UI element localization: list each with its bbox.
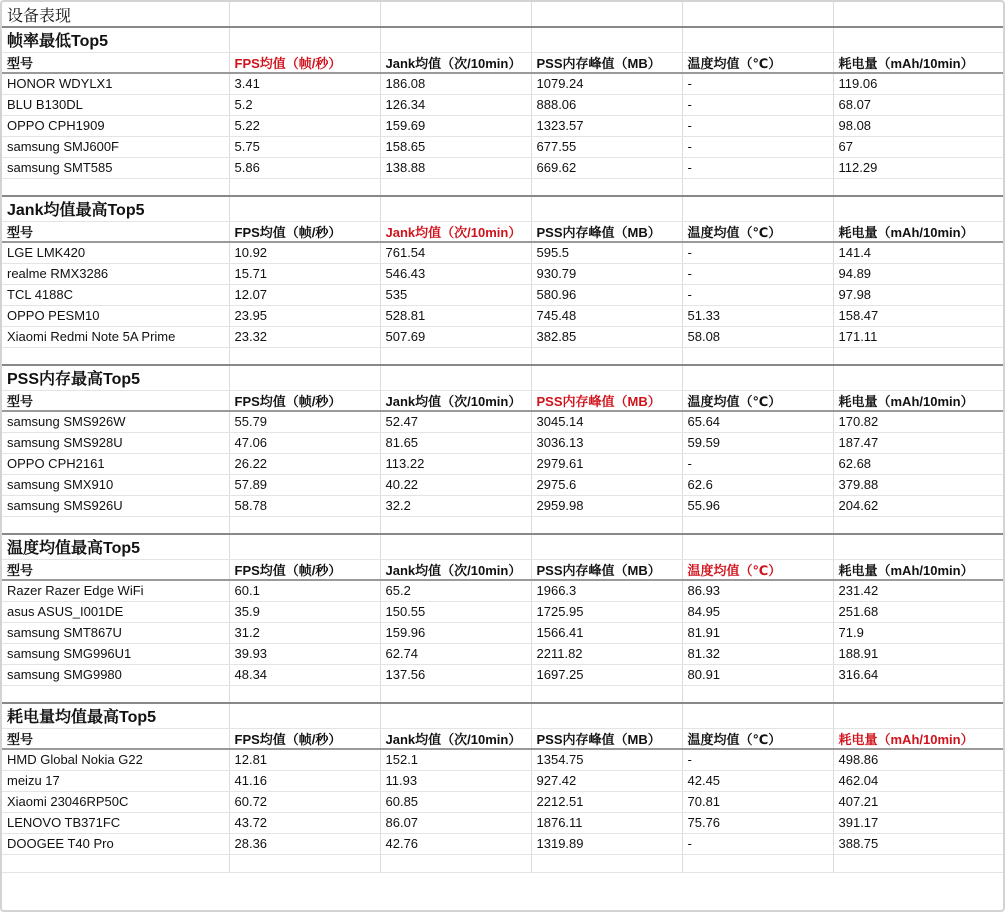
column-header[interactable]: 型号: [2, 52, 229, 73]
cell[interactable]: [682, 196, 833, 221]
device-model-cell[interactable]: OPPO CPH1909: [2, 115, 229, 136]
cell[interactable]: [2, 516, 229, 534]
column-header[interactable]: Jank均值（次/10min）: [380, 559, 531, 580]
device-model-cell[interactable]: samsung SMT585: [2, 157, 229, 178]
metric-cell[interactable]: 204.62: [833, 495, 1003, 516]
column-header-row: [2, 559, 1003, 580]
cell[interactable]: [833, 27, 1003, 52]
metric-cell[interactable]: 60.72: [229, 791, 380, 812]
device-model-cell[interactable]: LENOVO TB371FC: [2, 812, 229, 833]
metric-cell[interactable]: 35.9: [229, 601, 380, 622]
metric-cell[interactable]: 186.08: [380, 73, 531, 94]
metric-cell[interactable]: 1697.25: [531, 664, 682, 685]
metric-cell[interactable]: 94.89: [833, 263, 1003, 284]
empty-row: [2, 178, 1003, 196]
table-row: [2, 474, 1003, 495]
metric-cell[interactable]: 52.47: [380, 411, 531, 432]
cell[interactable]: [380, 178, 531, 196]
metric-cell[interactable]: 316.64: [833, 664, 1003, 685]
metric-cell[interactable]: 391.17: [833, 812, 1003, 833]
metric-cell[interactable]: 98.08: [833, 115, 1003, 136]
metric-cell[interactable]: 113.22: [380, 453, 531, 474]
metric-cell[interactable]: 70.81: [682, 791, 833, 812]
cell[interactable]: [531, 178, 682, 196]
cell[interactable]: [380, 685, 531, 703]
column-header-row: [2, 390, 1003, 411]
device-model-cell[interactable]: DOOGEE T40 Pro: [2, 833, 229, 854]
metric-cell[interactable]: 81.91: [682, 622, 833, 643]
metric-cell[interactable]: 81.32: [682, 643, 833, 664]
metric-cell[interactable]: 595.5: [531, 242, 682, 263]
section-title[interactable]: 耗电量均值最高Top5: [2, 703, 229, 728]
metric-cell[interactable]: 112.29: [833, 157, 1003, 178]
cell[interactable]: [682, 365, 833, 390]
section-title-row: [2, 534, 1003, 559]
metric-cell[interactable]: 1079.24: [531, 73, 682, 94]
column-header[interactable]: 型号: [2, 390, 229, 411]
column-header[interactable]: Jank均值（次/10min）: [380, 390, 531, 411]
metric-cell[interactable]: 31.2: [229, 622, 380, 643]
metric-cell[interactable]: -: [682, 833, 833, 854]
cell[interactable]: [380, 534, 531, 559]
metric-cell[interactable]: 23.32: [229, 326, 380, 347]
cell[interactable]: [2, 178, 229, 196]
cell[interactable]: [833, 703, 1003, 728]
cell[interactable]: [531, 534, 682, 559]
cell[interactable]: [229, 2, 380, 27]
metric-cell[interactable]: 927.42: [531, 770, 682, 791]
column-header[interactable]: FPS均值（帧/秒）: [229, 390, 380, 411]
metric-cell[interactable]: 97.98: [833, 284, 1003, 305]
column-header[interactable]: 温度均值（℃）: [682, 390, 833, 411]
metric-cell[interactable]: 57.89: [229, 474, 380, 495]
table-row: [2, 453, 1003, 474]
section-title[interactable]: 帧率最低Top5: [2, 27, 229, 52]
metric-cell[interactable]: 58.78: [229, 495, 380, 516]
table-row: [2, 263, 1003, 284]
metric-cell[interactable]: 59.59: [682, 432, 833, 453]
metric-cell[interactable]: -: [682, 242, 833, 263]
device-model-cell[interactable]: BLU B130DL: [2, 94, 229, 115]
column-header[interactable]: FPS均值（帧/秒）: [229, 221, 380, 242]
table-row: [2, 664, 1003, 685]
cell[interactable]: [531, 703, 682, 728]
metric-cell[interactable]: 152.1: [380, 749, 531, 770]
metric-cell[interactable]: 3045.14: [531, 411, 682, 432]
metric-cell[interactable]: 745.48: [531, 305, 682, 326]
metric-cell[interactable]: 379.88: [833, 474, 1003, 495]
device-model-cell[interactable]: realme RMX3286: [2, 263, 229, 284]
metric-cell[interactable]: 158.47: [833, 305, 1003, 326]
cell[interactable]: [2, 347, 229, 365]
table-row: [2, 833, 1003, 854]
cell[interactable]: [229, 196, 380, 221]
metric-cell[interactable]: 2979.61: [531, 453, 682, 474]
table-row: [2, 284, 1003, 305]
device-model-cell[interactable]: samsung SMG9980: [2, 664, 229, 685]
cell[interactable]: [833, 178, 1003, 196]
table-row: [2, 242, 1003, 263]
column-header[interactable]: Jank均值（次/10min）: [380, 221, 531, 242]
metric-cell[interactable]: 62.68: [833, 453, 1003, 474]
empty-row: [2, 347, 1003, 365]
metric-cell[interactable]: -: [682, 136, 833, 157]
column-header[interactable]: FPS均值（帧/秒）: [229, 559, 380, 580]
cell[interactable]: [380, 365, 531, 390]
section-title[interactable]: 温度均值最高Top5: [2, 534, 229, 559]
column-header[interactable]: PSS内存峰值（MB）: [531, 52, 682, 73]
metric-cell[interactable]: -: [682, 263, 833, 284]
metric-cell[interactable]: 28.36: [229, 833, 380, 854]
empty-row: [2, 854, 1003, 872]
table-row: [2, 770, 1003, 791]
empty-row: [2, 685, 1003, 703]
table-row: [2, 73, 1003, 94]
table-row: [2, 305, 1003, 326]
sheet-title[interactable]: 设备表现: [2, 2, 229, 27]
metric-cell[interactable]: 65.2: [380, 580, 531, 601]
cell[interactable]: [229, 516, 380, 534]
metric-cell[interactable]: 40.22: [380, 474, 531, 495]
cell[interactable]: [531, 854, 682, 872]
column-header[interactable]: 温度均值（℃）: [682, 728, 833, 749]
device-model-cell[interactable]: TCL 4188C: [2, 284, 229, 305]
metric-cell[interactable]: -: [682, 284, 833, 305]
metric-cell[interactable]: 42.45: [682, 770, 833, 791]
metric-cell[interactable]: 60.85: [380, 791, 531, 812]
cell[interactable]: [682, 2, 833, 27]
metric-cell[interactable]: 119.06: [833, 73, 1003, 94]
cell[interactable]: [229, 178, 380, 196]
device-model-cell[interactable]: samsung SMG996U1: [2, 643, 229, 664]
column-header[interactable]: PSS内存峰值（MB）: [531, 390, 682, 411]
metric-cell[interactable]: 677.55: [531, 136, 682, 157]
section-title-row: [2, 27, 1003, 52]
metric-cell[interactable]: 462.04: [833, 770, 1003, 791]
metric-cell[interactable]: 2975.6: [531, 474, 682, 495]
metric-cell[interactable]: 535: [380, 284, 531, 305]
metric-cell[interactable]: -: [682, 115, 833, 136]
table-row: [2, 812, 1003, 833]
section-title-row: [2, 703, 1003, 728]
cell[interactable]: [682, 854, 833, 872]
metric-cell[interactable]: 1323.57: [531, 115, 682, 136]
metric-cell[interactable]: 1354.75: [531, 749, 682, 770]
metric-cell[interactable]: 2212.51: [531, 791, 682, 812]
column-header[interactable]: PSS内存峰值（MB）: [531, 221, 682, 242]
cell[interactable]: [531, 347, 682, 365]
cell[interactable]: [2, 685, 229, 703]
cell[interactable]: [682, 178, 833, 196]
metric-cell[interactable]: 41.16: [229, 770, 380, 791]
metric-cell[interactable]: 51.33: [682, 305, 833, 326]
cell[interactable]: [531, 27, 682, 52]
table-row: [2, 432, 1003, 453]
cell[interactable]: [682, 703, 833, 728]
metric-cell[interactable]: 60.1: [229, 580, 380, 601]
metric-cell[interactable]: 55.79: [229, 411, 380, 432]
table-row: [2, 411, 1003, 432]
cell[interactable]: [531, 685, 682, 703]
column-header[interactable]: Jank均值（次/10min）: [380, 52, 531, 73]
metric-cell[interactable]: 39.93: [229, 643, 380, 664]
cell[interactable]: [229, 27, 380, 52]
device-model-cell[interactable]: samsung SMS926U: [2, 495, 229, 516]
cell[interactable]: [833, 2, 1003, 27]
metric-cell[interactable]: -: [682, 157, 833, 178]
device-model-cell[interactable]: Xiaomi 23046RP50C: [2, 791, 229, 812]
cell[interactable]: [380, 854, 531, 872]
cell[interactable]: [531, 2, 682, 27]
cell[interactable]: [380, 347, 531, 365]
cell[interactable]: [531, 516, 682, 534]
device-model-cell[interactable]: samsung SMT867U: [2, 622, 229, 643]
metric-cell[interactable]: 75.76: [682, 812, 833, 833]
metric-cell[interactable]: 159.69: [380, 115, 531, 136]
column-header[interactable]: 耗电量（mAh/10min）: [833, 728, 1003, 749]
device-model-cell[interactable]: Razer Razer Edge WiFi: [2, 580, 229, 601]
metric-cell[interactable]: 48.34: [229, 664, 380, 685]
device-model-cell[interactable]: meizu 17: [2, 770, 229, 791]
cell[interactable]: [833, 347, 1003, 365]
metric-cell[interactable]: 580.96: [531, 284, 682, 305]
metric-cell[interactable]: 5.2: [229, 94, 380, 115]
metric-cell[interactable]: 170.82: [833, 411, 1003, 432]
metric-cell[interactable]: 669.62: [531, 157, 682, 178]
device-model-cell[interactable]: asus ASUS_I001DE: [2, 601, 229, 622]
metric-cell[interactable]: 80.91: [682, 664, 833, 685]
column-header[interactable]: 型号: [2, 221, 229, 242]
cell[interactable]: [380, 27, 531, 52]
metric-cell[interactable]: 26.22: [229, 453, 380, 474]
metric-cell[interactable]: 58.08: [682, 326, 833, 347]
table-row: [2, 495, 1003, 516]
sheet-title-row: [2, 2, 1003, 27]
metric-cell[interactable]: 71.9: [833, 622, 1003, 643]
metric-cell[interactable]: 188.91: [833, 643, 1003, 664]
column-header[interactable]: FPS均值（帧/秒）: [229, 728, 380, 749]
column-header[interactable]: 耗电量（mAh/10min）: [833, 221, 1003, 242]
metric-cell[interactable]: 32.2: [380, 495, 531, 516]
cell[interactable]: [682, 516, 833, 534]
metric-cell[interactable]: 5.86: [229, 157, 380, 178]
metric-cell[interactable]: 84.95: [682, 601, 833, 622]
cell[interactable]: [229, 534, 380, 559]
cell[interactable]: [682, 27, 833, 52]
column-header[interactable]: FPS均值（帧/秒）: [229, 52, 380, 73]
table-row: [2, 749, 1003, 770]
metric-cell[interactable]: 382.85: [531, 326, 682, 347]
cell[interactable]: [229, 703, 380, 728]
empty-row: [2, 516, 1003, 534]
metric-cell[interactable]: 231.42: [833, 580, 1003, 601]
device-performance-table: [2, 2, 1004, 873]
cell[interactable]: [682, 534, 833, 559]
table-row: [2, 326, 1003, 347]
column-header[interactable]: 温度均值（℃）: [682, 559, 833, 580]
table-row: [2, 157, 1003, 178]
cell[interactable]: [833, 516, 1003, 534]
metric-cell[interactable]: 10.92: [229, 242, 380, 263]
device-model-cell[interactable]: samsung SMX910: [2, 474, 229, 495]
metric-cell[interactable]: 2211.82: [531, 643, 682, 664]
metric-cell[interactable]: 1319.89: [531, 833, 682, 854]
device-model-cell[interactable]: samsung SMS926W: [2, 411, 229, 432]
cell[interactable]: [380, 516, 531, 534]
metric-cell[interactable]: 12.81: [229, 749, 380, 770]
metric-cell[interactable]: 43.72: [229, 812, 380, 833]
metric-cell[interactable]: -: [682, 749, 833, 770]
table-row: [2, 580, 1003, 601]
device-model-cell[interactable]: LGE LMK420: [2, 242, 229, 263]
section-title[interactable]: PSS内存最高Top5: [2, 365, 229, 390]
metric-cell[interactable]: 1966.3: [531, 580, 682, 601]
column-header[interactable]: 耗电量（mAh/10min）: [833, 390, 1003, 411]
metric-cell[interactable]: 47.06: [229, 432, 380, 453]
cell[interactable]: [531, 365, 682, 390]
device-model-cell[interactable]: Xiaomi Redmi Note 5A Prime: [2, 326, 229, 347]
device-model-cell[interactable]: samsung SMJ600F: [2, 136, 229, 157]
metric-cell[interactable]: 2959.98: [531, 495, 682, 516]
device-model-cell[interactable]: samsung SMS928U: [2, 432, 229, 453]
metric-cell[interactable]: 55.96: [682, 495, 833, 516]
metric-cell[interactable]: 407.21: [833, 791, 1003, 812]
cell[interactable]: [682, 347, 833, 365]
metric-cell[interactable]: 1876.11: [531, 812, 682, 833]
table-row: [2, 622, 1003, 643]
cell[interactable]: [380, 703, 531, 728]
metric-cell[interactable]: 62.74: [380, 643, 531, 664]
cell[interactable]: [229, 685, 380, 703]
device-model-cell[interactable]: OPPO PESM10: [2, 305, 229, 326]
table-row: [2, 94, 1003, 115]
column-header[interactable]: 型号: [2, 728, 229, 749]
metric-cell[interactable]: 187.47: [833, 432, 1003, 453]
metric-cell[interactable]: 141.4: [833, 242, 1003, 263]
column-header[interactable]: PSS内存峰值（MB）: [531, 728, 682, 749]
metric-cell[interactable]: 86.93: [682, 580, 833, 601]
cell[interactable]: [833, 365, 1003, 390]
metric-cell[interactable]: 159.96: [380, 622, 531, 643]
cell[interactable]: [229, 365, 380, 390]
cell[interactable]: [682, 685, 833, 703]
column-header[interactable]: 型号: [2, 559, 229, 580]
cell[interactable]: [833, 854, 1003, 872]
cell[interactable]: [833, 196, 1003, 221]
metric-cell[interactable]: -: [682, 453, 833, 474]
metric-cell[interactable]: 5.75: [229, 136, 380, 157]
cell[interactable]: [380, 2, 531, 27]
table-row: [2, 601, 1003, 622]
metric-cell[interactable]: 86.07: [380, 812, 531, 833]
cell[interactable]: [2, 854, 229, 872]
device-model-cell[interactable]: HMD Global Nokia G22: [2, 749, 229, 770]
metric-cell[interactable]: 3036.13: [531, 432, 682, 453]
section-title-row: [2, 196, 1003, 221]
metric-cell[interactable]: 23.95: [229, 305, 380, 326]
metric-cell[interactable]: 546.43: [380, 263, 531, 284]
metric-cell[interactable]: 761.54: [380, 242, 531, 263]
section-title-row: [2, 365, 1003, 390]
cell[interactable]: [531, 196, 682, 221]
metric-cell[interactable]: 81.65: [380, 432, 531, 453]
cell[interactable]: [380, 196, 531, 221]
metric-cell[interactable]: 388.75: [833, 833, 1003, 854]
metric-cell[interactable]: 3.41: [229, 73, 380, 94]
metric-cell[interactable]: 15.71: [229, 263, 380, 284]
metric-cell[interactable]: 528.81: [380, 305, 531, 326]
metric-cell[interactable]: 5.22: [229, 115, 380, 136]
device-model-cell[interactable]: OPPO CPH2161: [2, 453, 229, 474]
metric-cell[interactable]: 68.07: [833, 94, 1003, 115]
metric-cell[interactable]: 67: [833, 136, 1003, 157]
metric-cell[interactable]: 1725.95: [531, 601, 682, 622]
table-row: [2, 115, 1003, 136]
metric-cell[interactable]: 126.34: [380, 94, 531, 115]
column-header-row: [2, 728, 1003, 749]
metric-cell[interactable]: 42.76: [380, 833, 531, 854]
column-header-row: [2, 221, 1003, 242]
column-header[interactable]: PSS内存峰值（MB）: [531, 559, 682, 580]
metric-cell[interactable]: 65.64: [682, 411, 833, 432]
cell[interactable]: [229, 854, 380, 872]
metric-cell[interactable]: 150.55: [380, 601, 531, 622]
cell[interactable]: [229, 347, 380, 365]
metric-cell[interactable]: 251.68: [833, 601, 1003, 622]
column-header-row: [2, 52, 1003, 73]
column-header[interactable]: 温度均值（℃）: [682, 52, 833, 73]
column-header[interactable]: 温度均值（℃）: [682, 221, 833, 242]
device-model-cell[interactable]: HONOR WDYLX1: [2, 73, 229, 94]
table-row: [2, 791, 1003, 812]
section-title[interactable]: Jank均值最高Top5: [2, 196, 229, 221]
column-header[interactable]: 耗电量（mAh/10min）: [833, 559, 1003, 580]
metric-cell[interactable]: 158.65: [380, 136, 531, 157]
metric-cell[interactable]: 1566.41: [531, 622, 682, 643]
metric-cell[interactable]: 498.86: [833, 749, 1003, 770]
column-header[interactable]: Jank均值（次/10min）: [380, 728, 531, 749]
metric-cell[interactable]: -: [682, 94, 833, 115]
metric-cell[interactable]: 11.93: [380, 770, 531, 791]
column-header[interactable]: 耗电量（mAh/10min）: [833, 52, 1003, 73]
metric-cell[interactable]: 888.06: [531, 94, 682, 115]
metric-cell[interactable]: 12.07: [229, 284, 380, 305]
table-row: [2, 136, 1003, 157]
metric-cell[interactable]: -: [682, 73, 833, 94]
metric-cell[interactable]: 930.79: [531, 263, 682, 284]
metric-cell[interactable]: 62.6: [682, 474, 833, 495]
cell[interactable]: [833, 534, 1003, 559]
table-row: [2, 643, 1003, 664]
metric-cell[interactable]: 507.69: [380, 326, 531, 347]
metric-cell[interactable]: 137.56: [380, 664, 531, 685]
metric-cell[interactable]: 171.11: [833, 326, 1003, 347]
cell[interactable]: [833, 685, 1003, 703]
metric-cell[interactable]: 138.88: [380, 157, 531, 178]
